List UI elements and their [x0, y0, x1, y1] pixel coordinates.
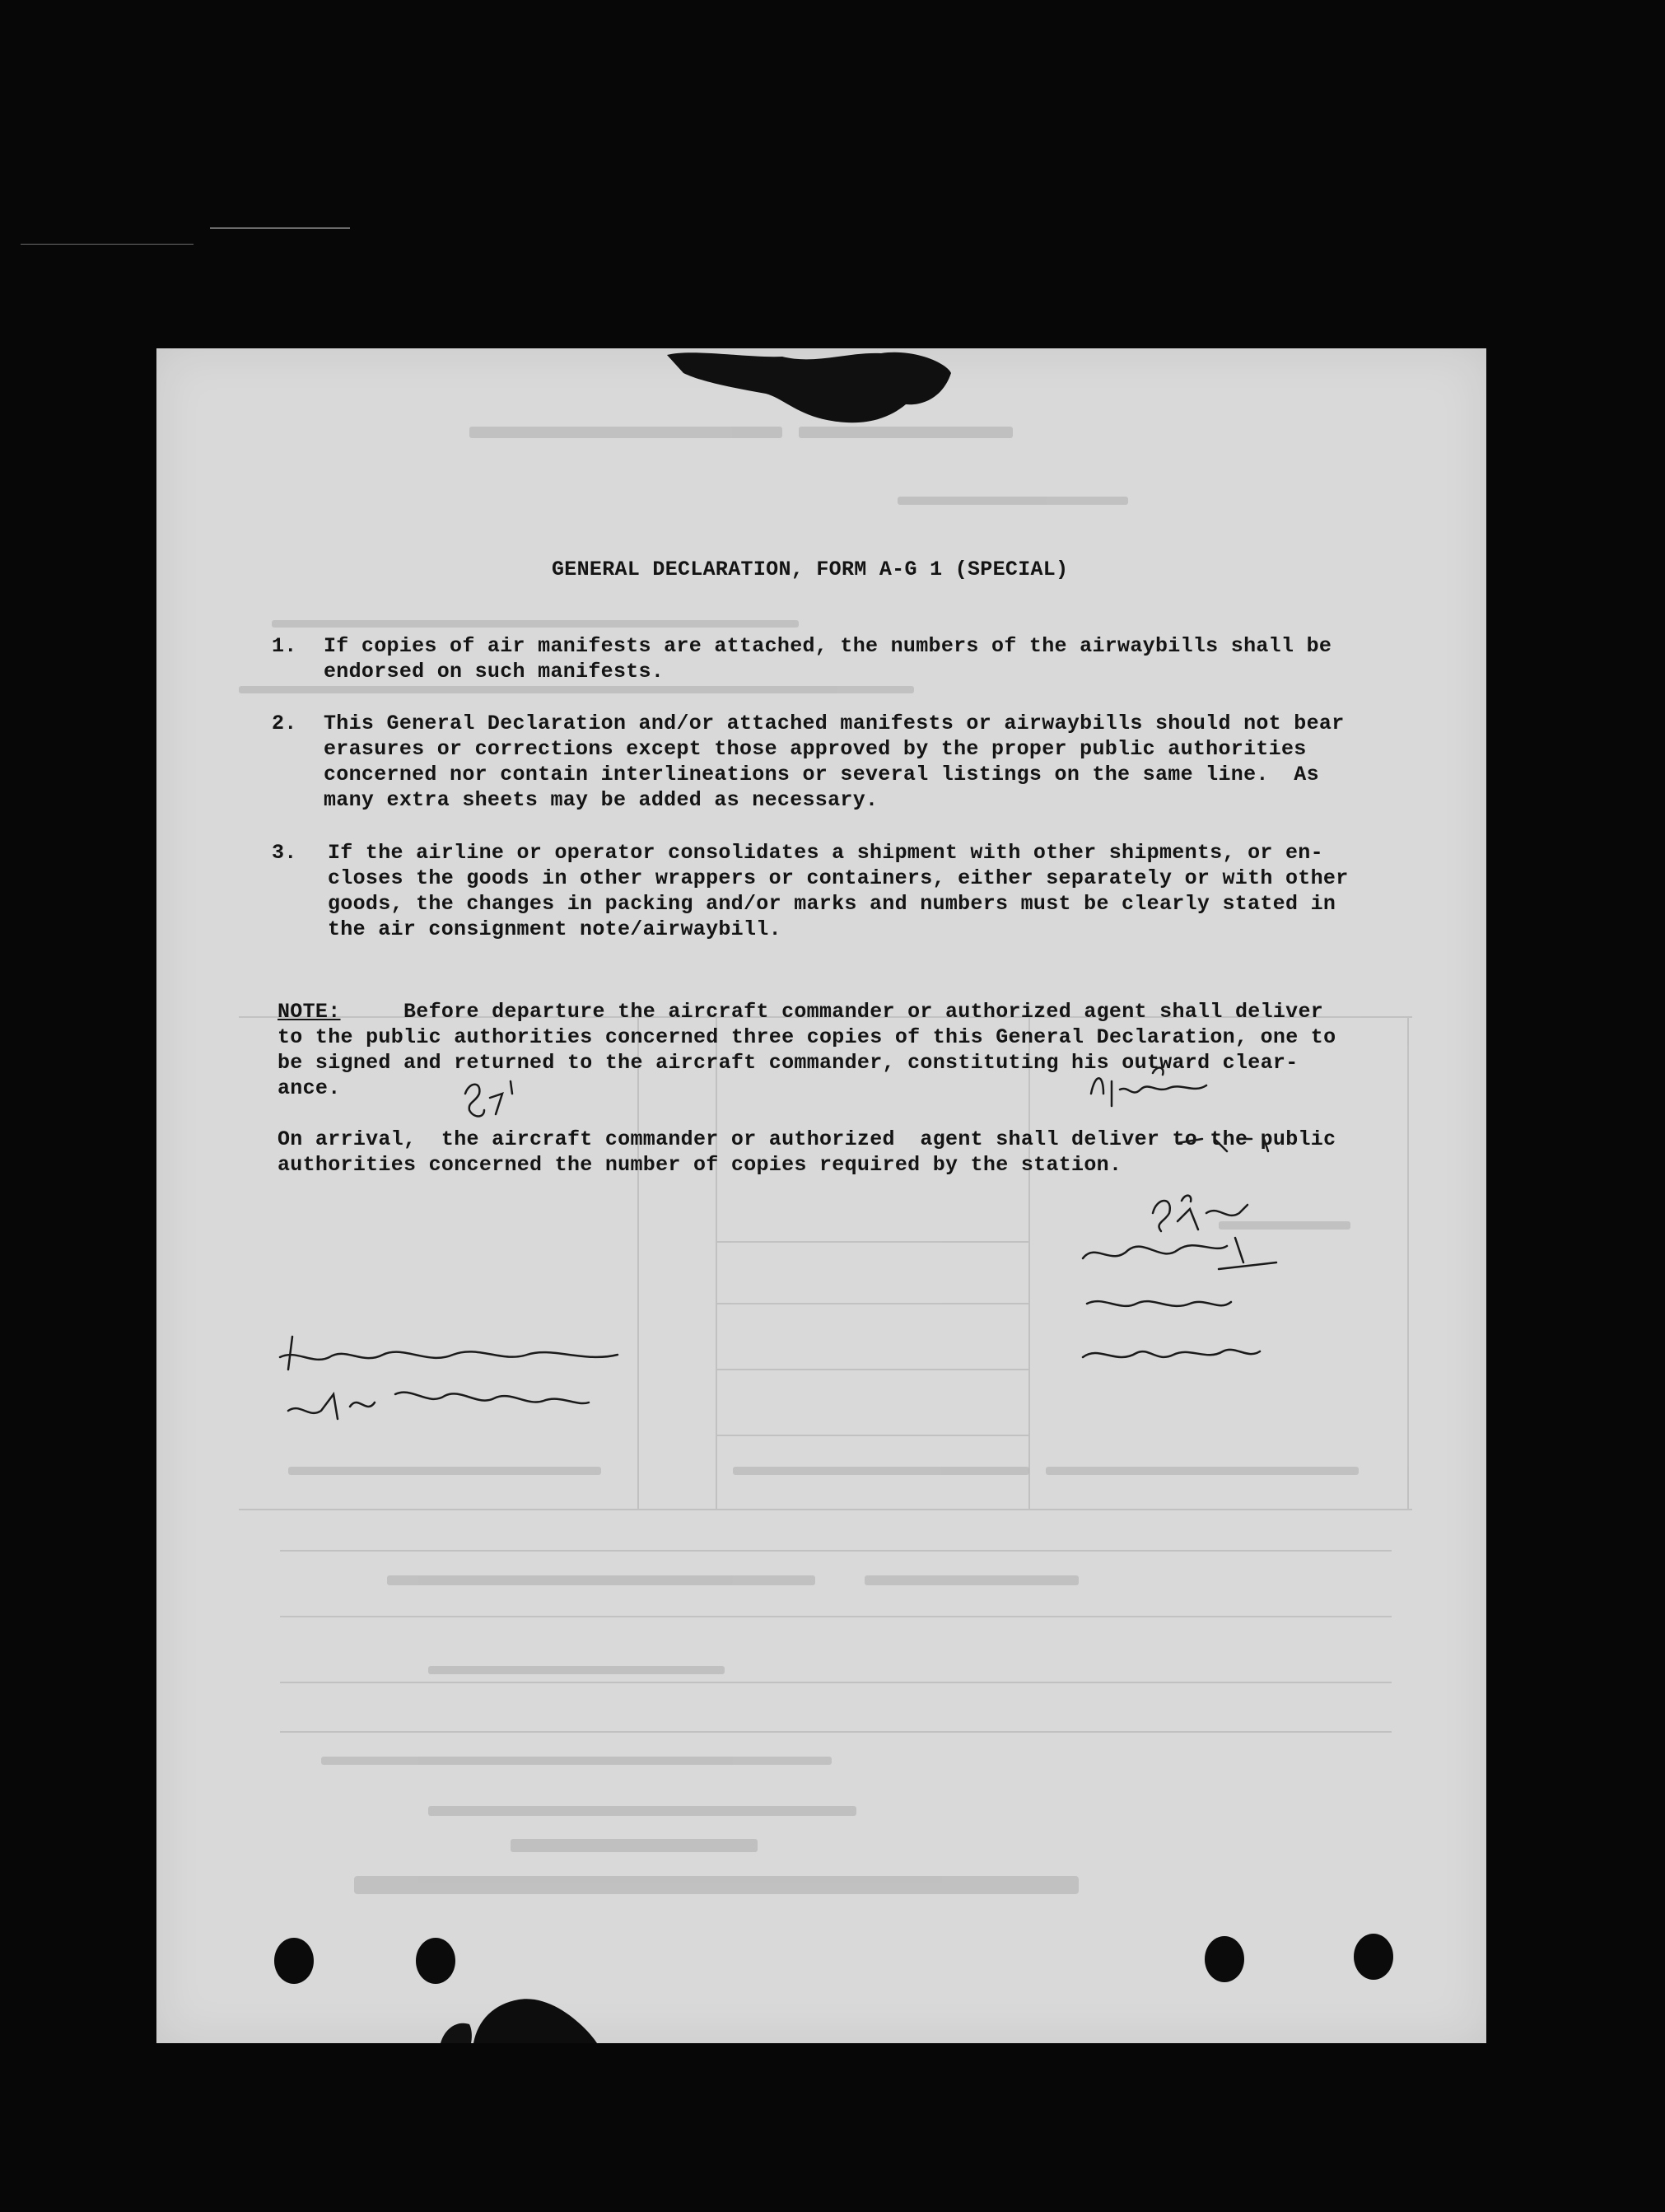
item-2-line-3: concerned nor contain interlineations or several listings on the same line. As [324, 763, 1319, 786]
item-number: 3. [272, 841, 297, 865]
note-line-1: Before departure the aircraft commander or authorized agent shall deliver [403, 1000, 1324, 1024]
item-2-line-4: many extra sheets may be added as necessary. [324, 788, 879, 812]
scan-scratch [21, 244, 194, 245]
item-2-line-2: erasures or corrections except those approved by the proper public authorities [324, 737, 1307, 761]
item-number: 1. [272, 634, 297, 658]
item-3-line-1: If the airline or operator consolidates a shipment with other shipments, or en- [328, 841, 1323, 865]
item-number: 2. [272, 712, 297, 735]
note-label: NOTE: [278, 1000, 341, 1024]
document-title: GENERAL DECLARATION, FORM A-G 1 (SPECIAL) [552, 558, 1069, 581]
item-2-line-1: This General Declaration and/or attached manifests or airwaybills should not bear [324, 712, 1345, 735]
item-1-line-1: If copies of air manifests are attached, the numbers of the airwaybills shall be [324, 634, 1332, 658]
item-1-line-2: endorsed on such manifests. [324, 660, 665, 684]
arrival-line-1: On arrival, the aircraft commander or authorized agent shall deliver to the public [278, 1127, 1336, 1151]
item-3-line-4: the air consignment note/airwaybill. [328, 917, 781, 941]
note-line-3: be signed and returned to the aircraft commander, constituting his outward clear- [278, 1051, 1299, 1075]
note-line-4: ance. [278, 1076, 341, 1100]
note-line-2: to the public authorities concerned three copies of this General Declaration, one to [278, 1025, 1336, 1049]
handwritten-annotations [156, 348, 1486, 2043]
item-3-line-2: closes the goods in other wrappers or containers, either separately or with other [328, 866, 1349, 890]
item-3-line-3: goods, the changes in packing and/or marks and numbers must be clearly stated in [328, 892, 1336, 916]
document-page [156, 348, 1486, 2043]
scan-scratch [210, 227, 350, 229]
arrival-line-2: authorities concerned the number of copies required by the station. [278, 1153, 1122, 1177]
